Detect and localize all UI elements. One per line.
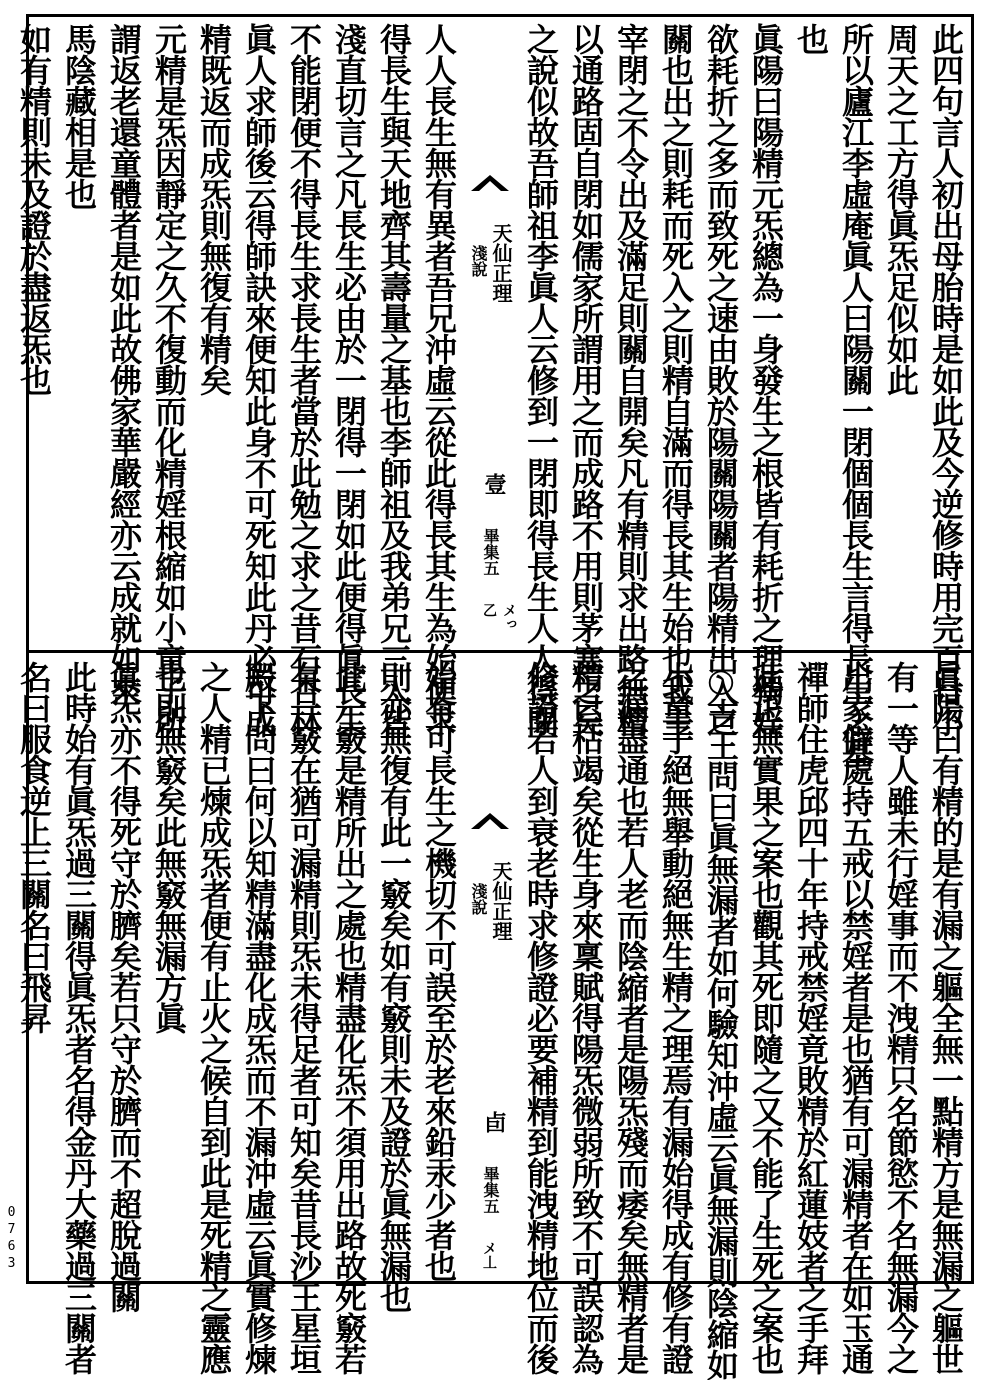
text-column: 此正無實果之案也觀其死即隨之又不能了生死之案也 [747,661,785,1374]
text-column: 精既返而成炁則無復有精矣 [195,23,233,395]
text-column: 則亦無復有此一竅矣如有竅則未及證於眞無漏也 [375,661,413,1312]
book-subtitle: 淺說 [469,245,488,277]
text-column: 名曰服食逆上三關名曰飛昇 [15,661,53,1033]
book-subtitle: 淺說 [469,883,488,915]
page-number: 卣 [481,1111,507,1133]
page-side-number: 0763 [4,1205,19,1273]
text-column: 宰閉之不令出及滿足則關自開矣凡有精則求出路無精 [612,23,650,736]
text-column: 馬陰藏相是也 [60,23,98,209]
text-column: ○吉王問曰眞無漏者如何驗知沖虛云眞無漏則陰縮如 [702,661,740,1380]
text-column: 淺直切言之凡長生必由於一閉得一閉如此便得眞長生 [330,23,368,736]
text-column: 元精是炁因靜定之久不復動而化精婬根縮如小童子所 [150,23,188,736]
text-column: 此四句言人初出母胎時是如此及今逆修時用完百日小 [927,23,965,736]
text-column: 關也出之則耗而死入之則精自滿而得長其生始也我主 [657,23,695,736]
lower-half-page [15,661,965,1380]
page-number: 壹 [481,473,507,495]
text-column: 修證若人到衰老時求修證必要補精到能洩精地位而後 [522,661,560,1374]
text-column: 眞陽曰有精的是有漏之軀全無一點精方是無漏之軀世 [927,661,965,1374]
book-page [15,14,974,1380]
text-column: 禪師住虎邱四十年持戒禁婬竟敗精於紅蓮妓者之手拜 [792,661,830,1374]
text-column: 如有精則未及證於盡返炁也 [15,23,53,395]
text-column: 眞陽曰陽精元炁總為一身發生之根皆有耗折之理獨婬 [747,23,785,736]
text-column: 有一等人雖未行婬事而不洩精只名節慾不名無漏今之 [882,661,920,1374]
text-column: 此時始有眞炁過三關得眞炁者名得金丹大藥過三關者 [60,661,98,1374]
book-title: 天仙正理 [489,223,513,303]
text-column: 之人精已煉成炁者便有止火之候自到此是死精之靈應 [195,661,233,1374]
text-column: 得長生與天地齊其壽量之基也李師祖及我弟兄三人皆 [375,23,413,736]
text-column: 殿下問曰何以知精滿盡化成炁而不漏沖虛云眞實修煉 [240,661,278,1374]
collection-label: 畢集五 [481,1166,500,1214]
text-column: 也 [792,23,830,54]
text-column: 周天之工方得眞炁足似如此 [882,23,920,395]
text-column: 出家僻處持五戒以禁婬者是也猶有可漏精者在如玉通 [837,661,875,1374]
text-column: 所以廬江李虛庵眞人曰陽關一閉個個長生言得長生之基 [837,23,875,767]
text-column: 謂返老還童體者是如此故佛家華嚴經亦云成就如來 [105,23,143,705]
text-column: 也則無竅矣此無竅無漏方眞 [150,661,188,1033]
center-fold-margin [465,23,515,643]
text-column: 小童子絕無舉動絕無生精之理焉有漏始得成有修有證 [657,661,695,1374]
text-column: 之說似故吾師祖李眞人云修到一閉即得長生人人得閉 [522,23,560,736]
collection-label: 畢集五 [481,528,500,576]
text-column: 人人長生無有異者吾兄沖虛云從此得長其生為始便求 [420,23,458,736]
text-column: 始有可長生之機切不可誤至於老來鉛汞少者也 [420,661,458,1281]
text-column: 精已枯竭矣從生身來稟賦得陽炁微弱所致不可誤認為 [567,661,605,1374]
folio-mark: メっ乙 [481,603,517,631]
upper-half-page [15,23,965,767]
text-column: 不能閉便不得長生求長生者當於此勉之求之昔石杏林 [285,23,323,736]
book-title: 天仙正理 [489,861,513,941]
text-column: 眞炁亦不得死守於臍矣若只守於臍而不超脫過關 [105,661,143,1312]
folio-mark: メ丄 [481,1241,497,1269]
text-column: 有一竅在猶可漏精則炁未得足者可知矣昔長沙王星垣 [285,661,323,1374]
text-column: 眞人求師後云得師訣來便知此身不可死知此丹必可成 [240,23,278,736]
text-column: 之漏盡通也若人老而陰縮者是陽炁殘而痿矣無精者是 [612,661,650,1374]
text-column: 以通路固自閉如儒家所謂用之而成路不用則茅塞之矣 [567,23,605,736]
text-column: 欲耗折之多而致死之速由敗於陽關陽關者陽精出入之 [702,23,740,736]
fishtail-mark-icon [471,173,509,193]
center-fold-margin [465,661,515,1275]
fishtail-mark-icon [471,811,509,831]
text-column: 此一竅是精所出之處也精盡化炁不須用出路故死竅若 [330,661,368,1374]
page-divider [29,650,971,653]
